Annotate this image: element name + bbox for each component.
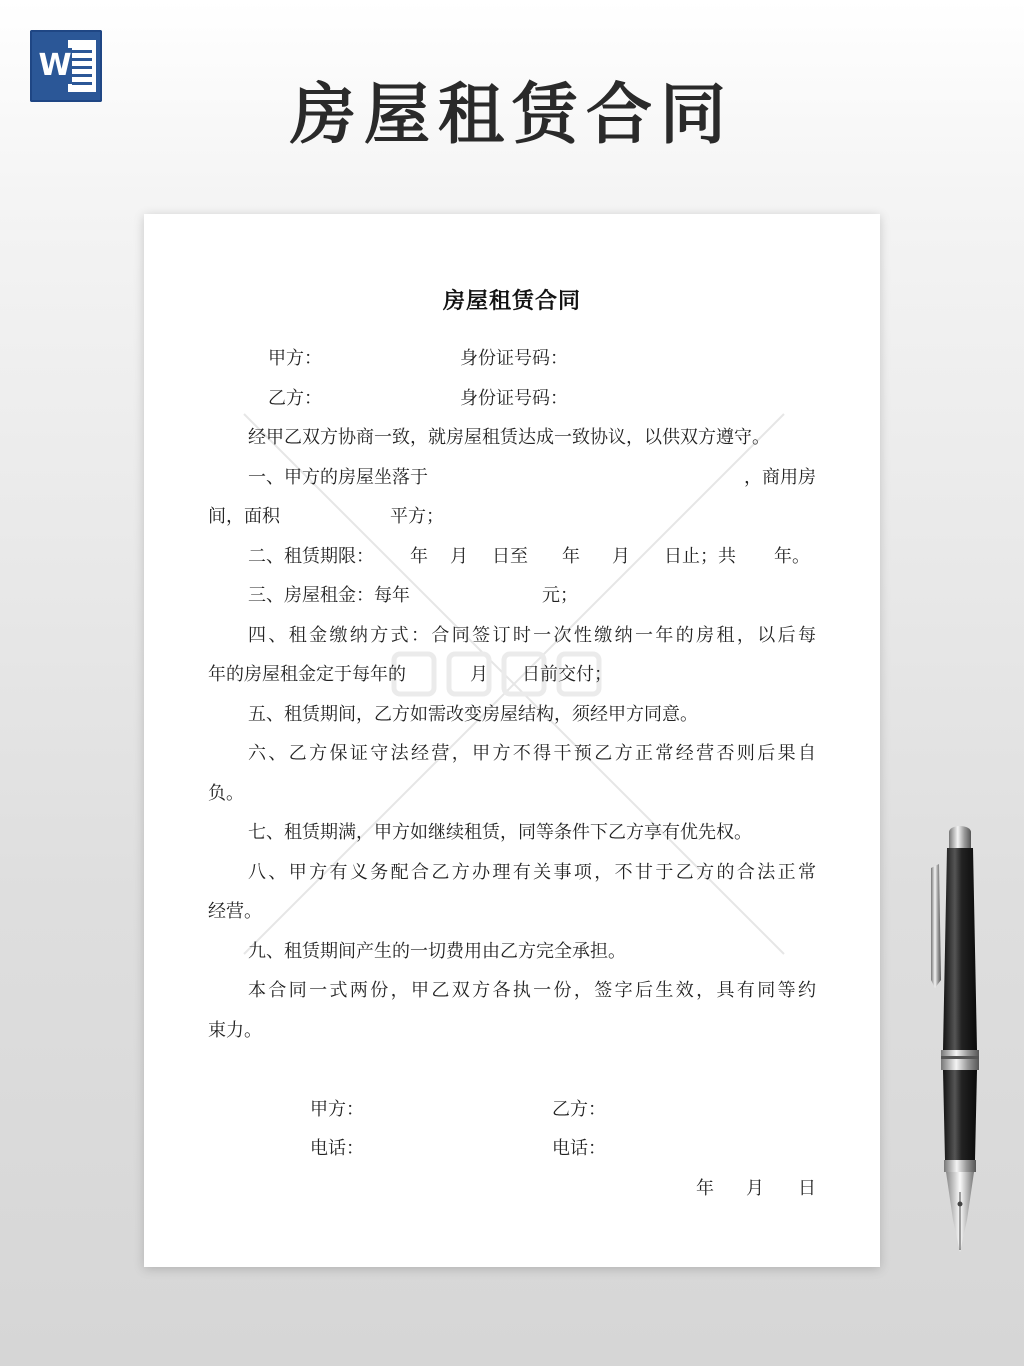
- party-b-id-label: 身份证号码：: [460, 388, 568, 409]
- clause-6-text: 六、乙方保证守法经营，甲方不得干预乙方正常经营否则后果自: [248, 743, 816, 764]
- party-a-id-label: 身份证号码：: [460, 348, 568, 369]
- page-title: 房屋租赁合同: [290, 76, 734, 153]
- clause-4-text-cont: 年的房屋租金定于每年的: [208, 664, 406, 685]
- clause-3-label: 三、房屋租金：每年: [248, 585, 410, 606]
- date-year: 年: [696, 1178, 714, 1199]
- clause-1-area-label: 间，面积: [208, 506, 280, 527]
- clause-2-label: 二、租赁期限：: [248, 546, 374, 567]
- clause-4-month: 月: [470, 664, 488, 685]
- clause-8-text: 八、甲方有义务配合乙方办理有关事项，不甘于乙方的合法正常: [248, 862, 816, 883]
- clause-5-text: 五、租赁期间，乙方如需改变房屋结构，须经甲方同意。: [248, 704, 698, 725]
- document-page: [144, 214, 880, 1267]
- clause-2-total-years: 年。: [774, 546, 810, 567]
- fountain-pen-icon: [915, 820, 995, 1260]
- clause-2-month-start: 月: [450, 546, 468, 567]
- phone-party-a: 电话：: [310, 1138, 364, 1159]
- clause-8-text-cont: 经营。: [208, 901, 262, 922]
- signature-party-a: 甲方：: [310, 1099, 364, 1120]
- clause-6-text-cont: 负。: [208, 783, 244, 804]
- closing-text-cont: 束力。: [208, 1020, 262, 1041]
- clause-9-text: 九、租赁期间产生的一切费用由乙方完全承担。: [248, 941, 626, 962]
- clause-2-day-start: 日至: [492, 546, 528, 567]
- party-b-label: 乙方：: [268, 388, 322, 409]
- phone-party-b: 电话：: [552, 1138, 606, 1159]
- clause-3-unit: 元；: [542, 585, 578, 606]
- date-month: 月: [746, 1178, 764, 1199]
- clause-4-text: 四、租金缴纳方式：合同签订时一次性缴纳一年的房租，以后每: [248, 625, 816, 646]
- document-title: 房屋租赁合同: [442, 288, 581, 314]
- closing-text: 本合同一式两份，甲乙双方各执一份，签字后生效，具有同等约: [248, 980, 816, 1001]
- clause-1-text: 一、甲方的房屋坐落于: [248, 467, 428, 488]
- clause-1-suffix: ，商用房: [744, 467, 816, 488]
- date-day: 日: [798, 1178, 816, 1199]
- intro-paragraph: 经甲乙双方协商一致，就房屋租赁达成一致协议，以供双方遵守。: [248, 427, 770, 448]
- clause-4-day: 日前交付；: [522, 664, 612, 685]
- party-a-label: 甲方：: [268, 348, 322, 369]
- clause-2-year-end: 年: [562, 546, 580, 567]
- clause-2-day-end: 日止；共: [664, 546, 736, 567]
- signature-party-b: 乙方：: [552, 1099, 606, 1120]
- clause-7-text: 七、租赁期满，甲方如继续租赁，同等条件下乙方享有优先权。: [248, 822, 752, 843]
- word-icon-letter: W: [38, 48, 72, 83]
- clause-2-month-end: 月: [612, 546, 630, 567]
- clause-1-area-unit: 平方；: [390, 506, 444, 527]
- clause-2-year-start: 年: [410, 546, 428, 567]
